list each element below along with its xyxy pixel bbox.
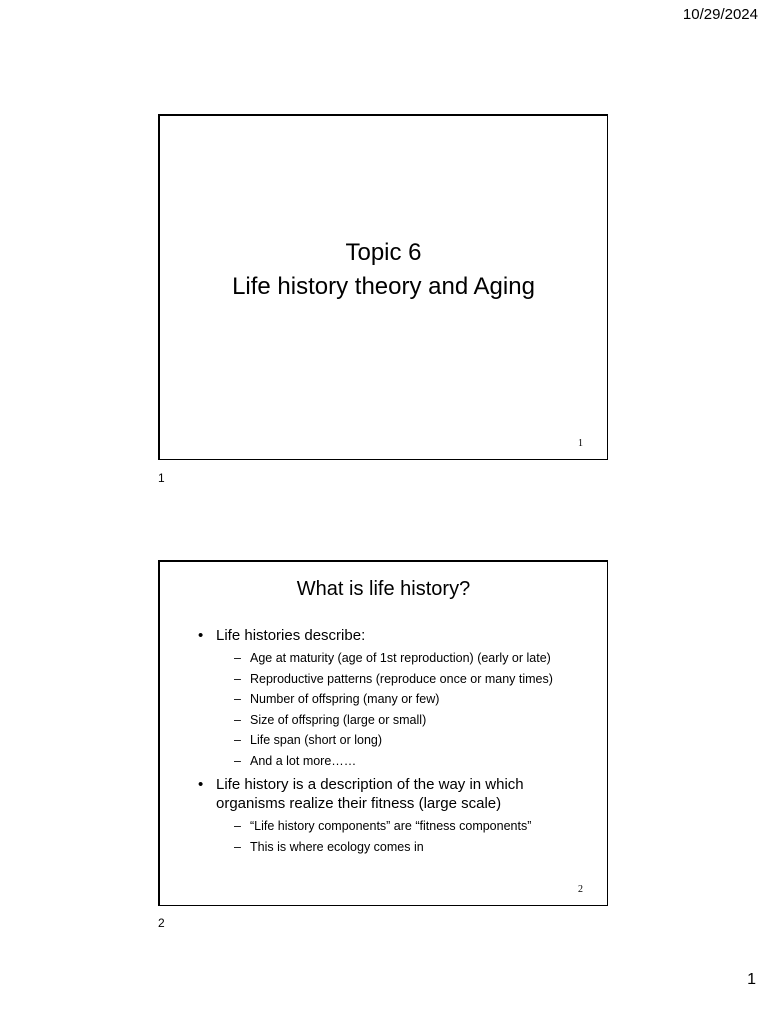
slide-1-title — [160, 236, 607, 304]
slide-1-title-line-2: Life history theory and Aging — [232, 273, 535, 300]
slide-2-bullet-list — [198, 626, 587, 861]
bullet-item: • Life histories describe: — [198, 626, 587, 645]
slide-1-label: 1 — [158, 471, 165, 485]
sub-bullet-list — [234, 648, 587, 771]
sub-bullet-item: – Age at maturity (age of 1st reproduction) (early or late) — [234, 648, 587, 669]
bullet-line: organisms realize their fitness (large scale) — [216, 795, 502, 812]
bullet-item — [198, 775, 587, 813]
slide-1-number: 1 — [578, 438, 583, 449]
slide-2-label: 2 — [158, 916, 165, 930]
sub-bullet-item: – Number of offspring (many or few) — [234, 689, 587, 710]
sub-bullet-item: – Size of offspring (large or small) — [234, 710, 587, 731]
print-date: 10/29/2024 — [682, 6, 758, 23]
sub-bullet-item: – Life span (short or long) — [234, 730, 587, 751]
slide-1-title-line-1: Topic 6 — [345, 239, 422, 266]
slide-2-number: 2 — [578, 884, 583, 895]
slide-1 — [158, 114, 608, 460]
sub-bullet-item: – “Life history components” are “fitness components” — [234, 816, 587, 837]
sub-bullet-item: – Reproductive patterns (reproduce once or many times) — [234, 669, 587, 690]
sub-bullet-item: – And a lot more…… — [234, 751, 587, 772]
page-number: 1 — [747, 971, 756, 988]
slide-2-title: What is life history? — [296, 578, 471, 600]
sub-bullet-item: – This is where ecology comes in — [234, 837, 587, 858]
slide-2 — [158, 560, 608, 906]
bullet-line: Life history is a description of the way in which — [216, 776, 524, 793]
sub-bullet-list — [234, 816, 587, 857]
